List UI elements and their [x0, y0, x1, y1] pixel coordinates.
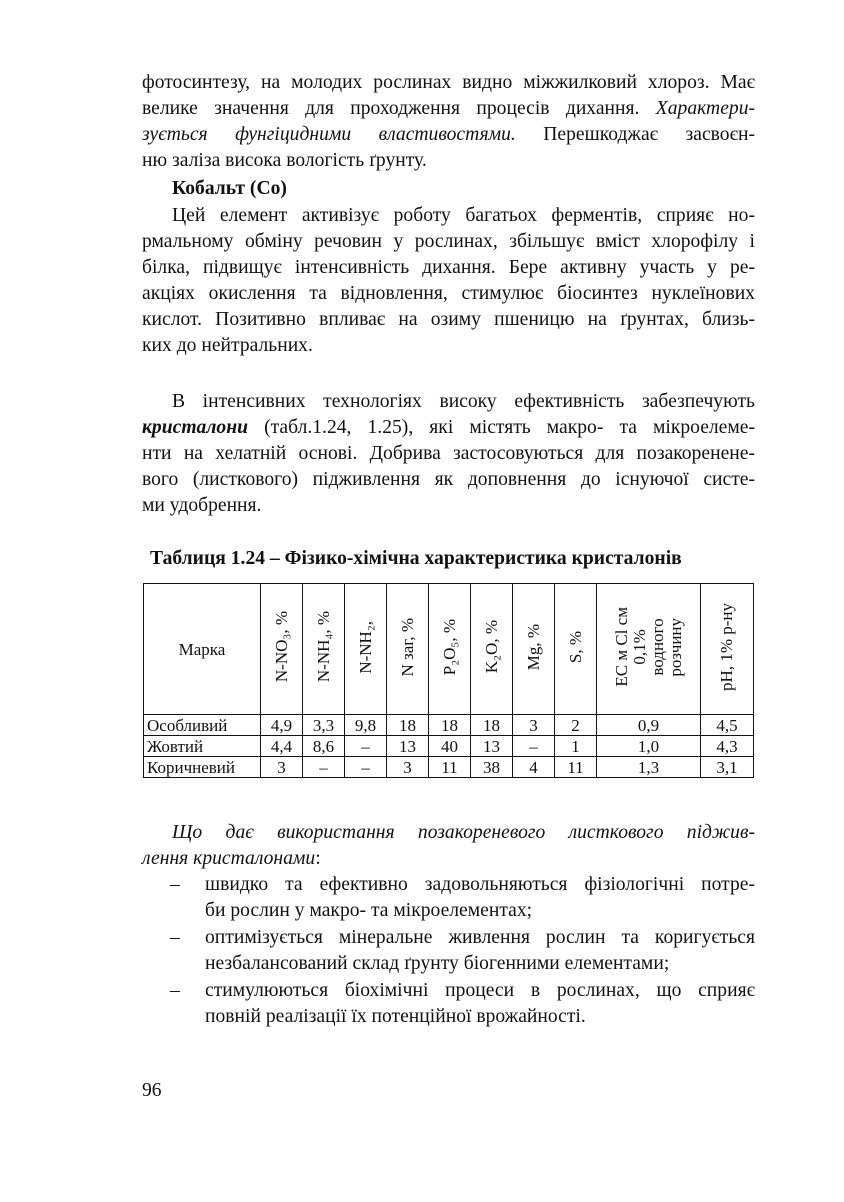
table-cell: 2 [555, 715, 597, 736]
table-cell: 3 [387, 757, 429, 778]
text-line: кристалони (табл.1.24, 1.25), які містять макро- та мікроелеме- [142, 417, 755, 438]
column-header: pH, 1% р-ну [701, 584, 754, 715]
table-cell: – [513, 736, 555, 757]
column-header: N заг, % [387, 584, 429, 715]
table-cell: Коричневий [144, 757, 261, 778]
table-cell: 18 [387, 715, 429, 736]
table-cell: – [345, 736, 387, 757]
text-line: ми удобрення. [142, 495, 262, 516]
text-line: вого (листкового) підживлення як доповнення до існуючої систе- [142, 469, 755, 490]
table-cell: 40 [429, 736, 471, 757]
table-cell: 13 [471, 736, 513, 757]
column-header: Mg, % [513, 584, 555, 715]
table-cell: 4,9 [261, 715, 303, 736]
text-line: нти на хелатній основі. Добрива застосовуються для позакоренене- [142, 443, 755, 464]
table-cell: 3 [261, 757, 303, 778]
column-header: S, % [555, 584, 597, 715]
list-item-line: незбалансований склад ґрунту біогенними елементами; [205, 953, 670, 974]
table-cell: – [345, 757, 387, 778]
page-number: 96 [142, 1080, 162, 1101]
table-cell: 0,9 [597, 715, 701, 736]
table-row [144, 715, 754, 736]
text-line: кислот. Позитивно впливає на озиму пшеницю на ґрунтах, близь- [142, 309, 755, 330]
text-line: акціях окислення та відновлення, стимулює біосинтез нуклеїнових [142, 283, 755, 304]
text-line: ню заліза висока вологість ґрунту. [142, 150, 427, 171]
text-line: велике значення для проходження процесів дихання. Характери- [142, 98, 756, 119]
text-line: рмальному обміну речовин у рослинах, збільшує вміст хлорофілу і [142, 231, 755, 252]
column-header: P₂O₅, % [429, 584, 471, 715]
table-header-row [144, 584, 754, 715]
text-line: Що дає використання позакореневого листкового піджив- [172, 822, 755, 843]
text-line: зується фунгіцидними властивостями. Перешкоджає засвоєн- [142, 124, 755, 145]
table-cell: – [303, 757, 345, 778]
table-cell: 3 [513, 715, 555, 736]
column-header: N-NH₂, [345, 584, 387, 715]
text-line: ких до нейтральних. [142, 335, 313, 356]
text-line: фотосинтезу, на молодих рослинах видно міжжилковий хлороз. Має [142, 72, 755, 93]
list-bullet: – [170, 874, 180, 895]
table-cell: 1,0 [597, 736, 701, 757]
list-item-line: би рослин у макро- та мікроелементах; [205, 900, 533, 921]
crystalon-table [143, 583, 754, 778]
table-cell: 4,3 [701, 736, 754, 757]
section-heading: Кобальт (Со) [172, 178, 287, 199]
table-cell: 38 [471, 757, 513, 778]
column-header: K₂O, % [471, 584, 513, 715]
table-cell: Жовтий [144, 736, 261, 757]
column-header: Марка [144, 584, 261, 715]
list-item-line: швидко та ефективно задовольняються фізіологічні потре- [205, 874, 755, 895]
table-cell: 4,5 [701, 715, 754, 736]
list-item-line: стимулюються біохімічні процеси в рослинах, що сприяє [205, 980, 755, 1001]
table-cell: 4 [513, 757, 555, 778]
table-row [144, 757, 754, 778]
table-cell: 1 [555, 736, 597, 757]
table-cell: Особливий [144, 715, 261, 736]
text-line: білка, підвищує інтенсивність дихання. Бере активну участь у ре- [142, 257, 755, 278]
list-item-line: повній реалізації їх потенційної врожайності. [205, 1006, 586, 1027]
table-cell: 9,8 [345, 715, 387, 736]
text-line: лення кристалонами: [142, 848, 321, 869]
table-caption: Таблиця 1.24 – Фізико-хімічна характеристика кристалонів [150, 548, 682, 569]
table-cell: 8,6 [303, 736, 345, 757]
table-cell: 3,1 [701, 757, 754, 778]
table-row [144, 736, 754, 757]
list-bullet: – [170, 927, 180, 948]
list-bullet: – [170, 980, 180, 1001]
list-item-line: оптимізується мінеральне живлення рослин та коригується [205, 927, 755, 948]
table-cell: 3,3 [303, 715, 345, 736]
table-cell: 11 [555, 757, 597, 778]
table-cell: 13 [387, 736, 429, 757]
table-cell: 1,3 [597, 757, 701, 778]
table-cell: 4,4 [261, 736, 303, 757]
column-header: N-NO₃, % [261, 584, 303, 715]
table-cell: 11 [429, 757, 471, 778]
text-line: В інтенсивних технологіях високу ефективність забезпечують [172, 391, 755, 412]
table-cell: 18 [471, 715, 513, 736]
column-header: EC м Cl см 0,1% водного розчину [597, 584, 701, 715]
text-line: Цей елемент активізує роботу багатьох ферментів, сприяє но- [172, 205, 755, 226]
emphasis-term: кристалони [142, 417, 248, 438]
table-cell: 18 [429, 715, 471, 736]
column-header: N-NH₄, % [303, 584, 345, 715]
